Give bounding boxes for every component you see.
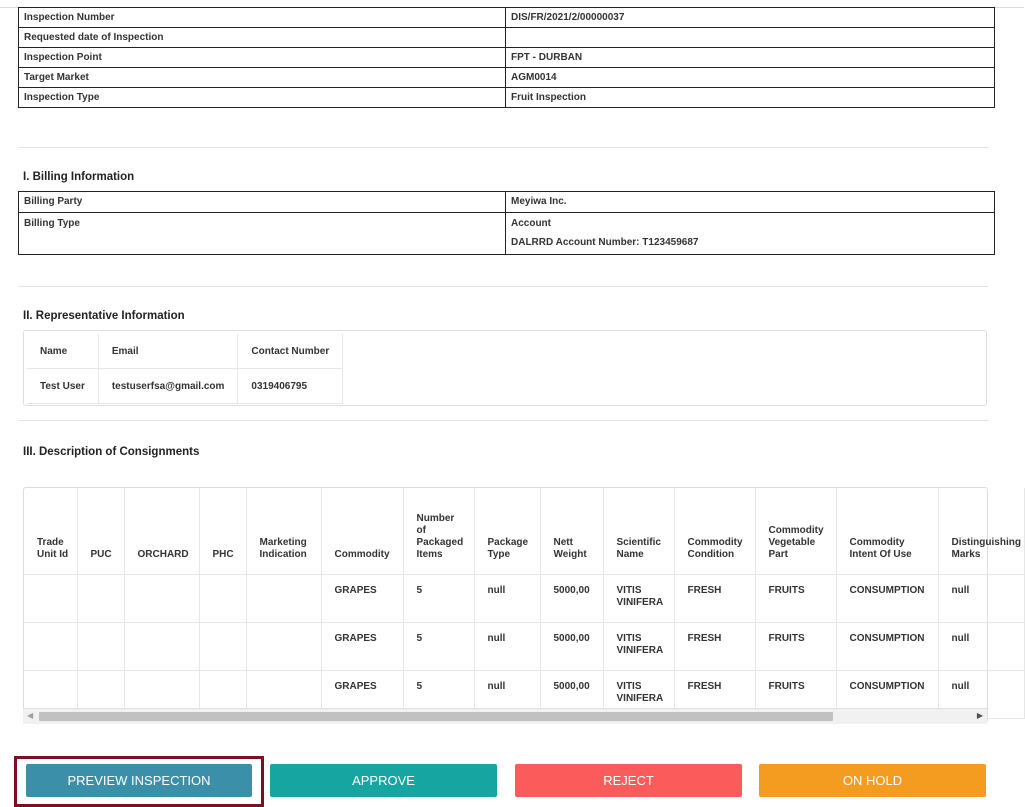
representative-email: testuserfsa@gmail.com [98, 369, 238, 404]
row-label: Target Market [19, 68, 506, 88]
row-value [506, 28, 995, 48]
scrollbar-thumb[interactable] [39, 712, 833, 721]
column-header-nett-weight: Nett Weight [540, 488, 603, 575]
column-header-package-type: Package Type [474, 488, 540, 575]
column-header-email: Email [98, 334, 238, 369]
column-header-commodity-intent-of-use: Commodity Intent Of Use [836, 488, 938, 575]
table-row [19, 48, 995, 68]
cell-marketing-indication [246, 623, 321, 671]
row-label: Requested date of Inspection [19, 28, 506, 48]
cell-number-of-packaged-items: 5 [403, 575, 474, 623]
scroll-left-arrow-icon[interactable]: ◀ [27, 711, 34, 720]
column-header-contact-number: Contact Number [238, 334, 343, 369]
table-row [19, 213, 995, 255]
cell-orchard [124, 623, 199, 671]
row-label: Inspection Type [19, 88, 506, 108]
column-header-commodity-condition: Commodity Condition [674, 488, 755, 575]
cell-commodity-vegetable-part: FRUITS [755, 575, 836, 623]
cell-phc [199, 623, 246, 671]
cell-marketing-indication [246, 575, 321, 623]
reject-button[interactable]: REJECT [515, 764, 742, 797]
section-divider [18, 420, 988, 421]
cell-scientific-name: VITIS VINIFERA [603, 575, 674, 623]
table-header-row [27, 334, 343, 369]
cell-nett-weight: 5000,00 [540, 623, 603, 671]
section-divider [18, 147, 988, 148]
cell-number-of-packaged-items: 5 [403, 671, 474, 719]
billing-account-number: DALRRD Account Number: T123459687 [511, 237, 699, 248]
billing-type-value: Account [511, 218, 551, 229]
cell-commodity-intent-of-use: CONSUMPTION [836, 671, 938, 719]
row-label: Inspection Number [19, 8, 506, 28]
consignments-section-title: III. Description of Consignments [23, 446, 200, 458]
row-value: AGM0014 [506, 68, 995, 88]
cell-nett-weight: 5000,00 [540, 671, 603, 719]
cell-scientific-name: VITIS VINIFERA [603, 671, 674, 719]
column-header-phc: PHC [199, 488, 246, 575]
table-row [19, 68, 995, 88]
column-header-distinguishing-marks: Distinguishing Marks [938, 488, 1024, 575]
cell-commodity: GRAPES [321, 623, 403, 671]
approve-button[interactable]: APPROVE [270, 764, 497, 797]
table-row [19, 88, 995, 108]
horizontal-scrollbar[interactable] [23, 708, 987, 724]
cell-trade-unit-id [24, 575, 77, 623]
cell-package-type: null [474, 575, 540, 623]
consignments-panel[interactable] [23, 487, 1021, 723]
billing-table [18, 191, 995, 255]
cell-distinguishing-marks: null [938, 575, 1024, 623]
preview-inspection-button[interactable]: PREVIEW INSPECTION [26, 764, 252, 797]
cell-nett-weight: 5000,00 [540, 575, 603, 623]
column-header-commodity: Commodity [321, 488, 403, 575]
billing-party-label: Billing Party [19, 192, 506, 213]
scroll-right-arrow-icon[interactable]: ▶ [976, 711, 983, 720]
table-row [24, 623, 1024, 671]
representative-section-title: II. Representative Information [23, 310, 185, 322]
billing-type-cell [506, 213, 995, 255]
cell-commodity-intent-of-use: CONSUMPTION [836, 623, 938, 671]
row-value: FPT - DURBAN [506, 48, 995, 68]
cell-trade-unit-id [24, 623, 77, 671]
cell-commodity: GRAPES [321, 575, 403, 623]
cell-puc [77, 623, 124, 671]
representative-table [27, 334, 343, 404]
billing-section-title: I. Billing Information [23, 171, 135, 183]
cell-commodity-condition: FRESH [674, 671, 755, 719]
table-row [27, 369, 343, 404]
cell-commodity-vegetable-part: FRUITS [755, 671, 836, 719]
column-header-scientific-name: Scientific Name [603, 488, 674, 575]
table-row [19, 8, 995, 28]
cell-commodity-vegetable-part: FRUITS [755, 623, 836, 671]
column-header-marketing-indication: Marketing Indication [246, 488, 321, 575]
column-header-orchard: ORCHARD [124, 488, 199, 575]
section-divider [18, 286, 988, 287]
cell-commodity: GRAPES [321, 671, 403, 719]
cell-commodity-condition: FRESH [674, 623, 755, 671]
cell-package-type: null [474, 671, 540, 719]
billing-party-value: Meyiwa Inc. [506, 192, 995, 213]
cell-package-type: null [474, 623, 540, 671]
table-row [19, 28, 995, 48]
cell-phc [199, 575, 246, 623]
table-header-row [24, 488, 1024, 575]
cell-number-of-packaged-items: 5 [403, 623, 474, 671]
billing-type-label: Billing Type [19, 213, 506, 255]
cell-commodity-intent-of-use: CONSUMPTION [836, 575, 938, 623]
on-hold-button[interactable]: ON HOLD [759, 764, 986, 797]
representative-name: Test User [27, 369, 98, 404]
consignments-table [24, 488, 1025, 719]
row-value: DIS/FR/2021/2/00000037 [506, 8, 995, 28]
column-header-name: Name [27, 334, 98, 369]
row-value: Fruit Inspection [506, 88, 995, 108]
row-label: Inspection Point [19, 48, 506, 68]
column-header-commodity-vegetable-part: Commodity Vegetable Part [755, 488, 836, 575]
column-header-number-of-packaged-items: Number of Packaged Items [403, 488, 474, 575]
cell-distinguishing-marks: null [938, 623, 1024, 671]
table-row [24, 575, 1024, 623]
cell-puc [77, 575, 124, 623]
representative-panel [23, 330, 987, 406]
cell-commodity-condition: FRESH [674, 575, 755, 623]
representative-contact-number: 0319406795 [238, 369, 343, 404]
inspection-details-table [18, 7, 995, 108]
table-row [19, 192, 995, 213]
column-header-trade-unit-id: Trade Unit Id [24, 488, 77, 575]
cell-orchard [124, 575, 199, 623]
column-header-puc: PUC [77, 488, 124, 575]
cell-scientific-name: VITIS VINIFERA [603, 623, 674, 671]
cell-distinguishing-marks: null [938, 671, 1024, 719]
